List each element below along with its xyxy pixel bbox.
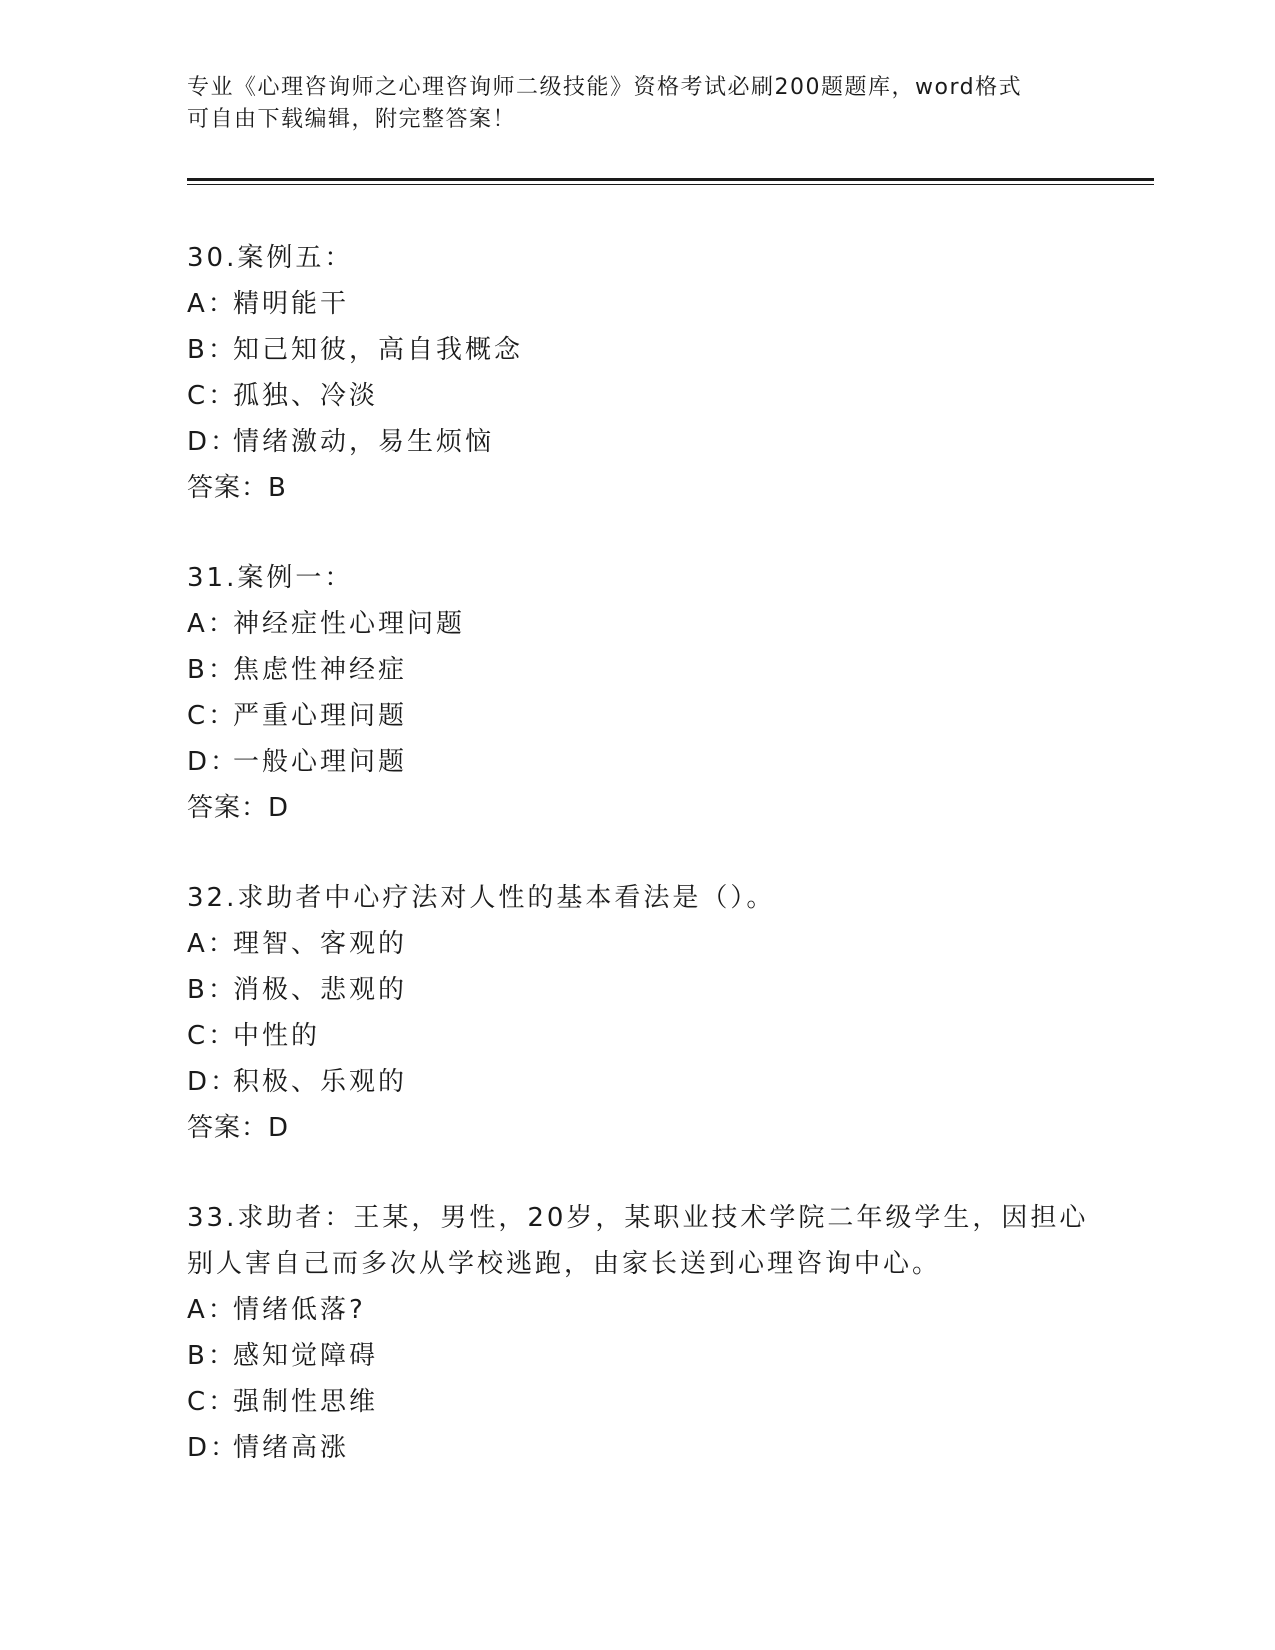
- option-text: 消极、悲观的: [233, 975, 408, 1005]
- question-list: [187, 235, 1087, 1515]
- answer-line: 答案：D: [187, 1113, 290, 1143]
- option-c: [187, 1013, 1087, 1059]
- option-text: 严重心理问题: [233, 701, 408, 731]
- option-key: C：: [187, 701, 238, 731]
- document-header: [187, 72, 1087, 136]
- question-stem: 31.案例一：: [187, 563, 354, 593]
- option-b: [187, 327, 1087, 373]
- question-33: [187, 1195, 1087, 1471]
- option-a: [187, 281, 1087, 327]
- question-31: [187, 555, 1087, 831]
- option-text: 理智、客观的: [233, 929, 408, 959]
- option-c: [187, 373, 1087, 419]
- header-divider-thick: [187, 178, 1154, 181]
- option-text: 情绪高涨: [233, 1433, 350, 1463]
- option-key: D：: [187, 427, 240, 457]
- option-c: [187, 1379, 1087, 1425]
- option-key: D：: [187, 1067, 240, 1097]
- option-key: D：: [187, 1433, 240, 1463]
- option-key: A：: [187, 1295, 237, 1325]
- option-text: 精明能干: [233, 289, 350, 319]
- option-text: 孤独、冷淡: [233, 381, 379, 411]
- option-key: B：: [187, 335, 237, 365]
- option-key: C：: [187, 1387, 238, 1417]
- option-key: A：: [187, 609, 237, 639]
- header-divider-thin: [187, 184, 1154, 185]
- option-text: 感知觉障碍: [233, 1341, 379, 1371]
- answer-line: 答案：B: [187, 473, 287, 503]
- option-a: [187, 1287, 1087, 1333]
- option-b: [187, 1333, 1087, 1379]
- question-30: [187, 235, 1087, 511]
- answer-line: 答案：D: [187, 793, 290, 823]
- header-line-1: 专业《心理咨询师之心理咨询师二级技能》资格考试必刷200题题库，word格式: [187, 75, 1023, 100]
- option-a: [187, 601, 1087, 647]
- option-text: 情绪激动，易生烦恼: [233, 427, 495, 457]
- option-d: [187, 419, 1087, 465]
- option-text: 强制性思维: [233, 1387, 379, 1417]
- question-stem: 30.案例五：: [187, 243, 354, 273]
- option-key: A：: [187, 289, 237, 319]
- option-text: 中性的: [233, 1021, 321, 1051]
- question-stem-line-1: 33.求助者：王某，男性，20岁，某职业技术学院二年级学生，因担心: [187, 1203, 1089, 1233]
- option-d: [187, 1059, 1087, 1105]
- option-text: 知己知彼，高自我概念: [233, 335, 524, 365]
- question-stem: 32.求助者中心疗法对人性的基本看法是（）。: [187, 883, 776, 913]
- option-d: [187, 739, 1087, 785]
- header-line-2: 可自由下载编辑，附完整答案！: [187, 107, 517, 132]
- option-key: A：: [187, 929, 237, 959]
- option-c: [187, 693, 1087, 739]
- option-a: [187, 921, 1087, 967]
- option-text: 神经症性心理问题: [233, 609, 466, 639]
- option-b: [187, 647, 1087, 693]
- option-key: B：: [187, 975, 237, 1005]
- option-key: D：: [187, 747, 240, 777]
- question-32: [187, 875, 1087, 1151]
- question-stem-line-2: 别人害自己而多次从学校逃跑，由家长送到心理咨询中心。: [187, 1249, 942, 1279]
- option-b: [187, 967, 1087, 1013]
- option-key: B：: [187, 1341, 237, 1371]
- option-text: 一般心理问题: [233, 747, 408, 777]
- option-d: [187, 1425, 1087, 1471]
- option-text: 积极、乐观的: [233, 1067, 408, 1097]
- option-key: C：: [187, 1021, 238, 1051]
- option-text: 焦虑性神经症: [233, 655, 408, 685]
- option-text: 情绪低落?: [233, 1295, 366, 1325]
- option-key: B：: [187, 655, 237, 685]
- option-key: C：: [187, 381, 238, 411]
